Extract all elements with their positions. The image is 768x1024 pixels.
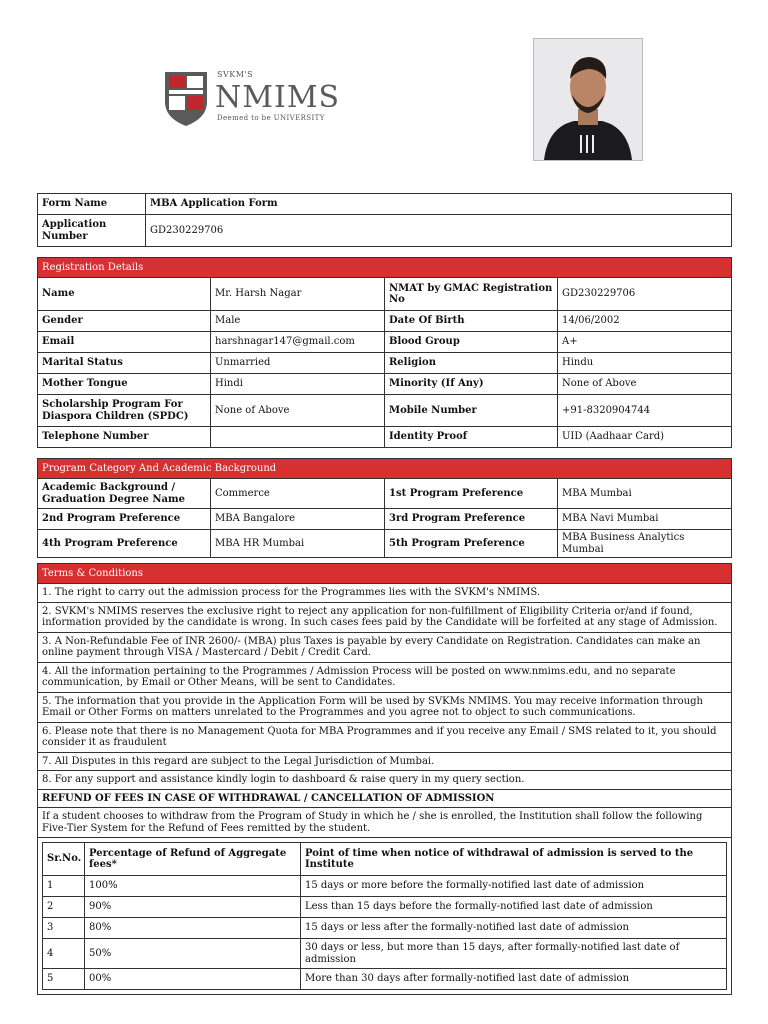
reg-value: Male <box>211 311 385 332</box>
program-label: 1st Program Preference <box>385 479 558 509</box>
reg-value: Mr. Harsh Nagar <box>211 278 385 311</box>
refund-cell: 30 days or less, but more than 15 days, after formally-notified last date of admission <box>301 939 727 969</box>
refund-cell: 90% <box>85 897 301 918</box>
refund-cell: 5 <box>43 969 85 990</box>
reg-value: harshnagar147@gmail.com <box>211 332 385 353</box>
refund-table <box>42 842 727 990</box>
reg-value: Hindu <box>558 353 732 374</box>
program-value: MBA HR Mumbai <box>211 530 385 558</box>
reg-value: GD230229706 <box>558 278 732 311</box>
reg-value: UID (Aadhaar Card) <box>558 427 732 448</box>
reg-value: +91-8320904744 <box>558 395 732 427</box>
application-number-label: Application Number <box>38 215 146 247</box>
registration-details-heading: Registration Details <box>38 258 732 278</box>
reg-value: 14/06/2002 <box>558 311 732 332</box>
registration-details-table <box>37 257 732 448</box>
terms-heading: Terms & Conditions <box>38 564 732 584</box>
reg-value <box>211 427 385 448</box>
program-label: Academic Background / Graduation Degree Name <box>38 479 211 509</box>
program-label: 2nd Program Preference <box>38 509 211 530</box>
reg-label: Identity Proof <box>385 427 558 448</box>
reg-value: None of Above <box>558 374 732 395</box>
refund-cell: 4 <box>43 939 85 969</box>
refund-cell: Less than 15 days before the formally-notified last date of admission <box>301 897 727 918</box>
logo-name: NMIMS <box>215 80 341 115</box>
terms-item: 4. All the information pertaining to the Programmes / Admission Process will be posted on www.nmims.edu, and no separate communication, by Email or Other Means, will be sent to Candidates. <box>38 662 732 692</box>
refund-cell: 15 days or more before the formally-notified last date of admission <box>301 876 727 897</box>
terms-item: 1. The right to carry out the admission process for the Programmes lies with the SVKM's NMIMS. <box>38 584 732 603</box>
program-label: 3rd Program Preference <box>385 509 558 530</box>
reg-label: NMAT by GMAC Registration No <box>385 278 558 311</box>
refund-cell: 15 days or less after the formally-notified last date of admission <box>301 918 727 939</box>
reg-label: Date Of Birth <box>385 311 558 332</box>
terms-item: 3. A Non-Refundable Fee of INR 2600/- (MBA) plus Taxes is payable by every Candidate on Registration. Candidates can make an online payment through VISA / Mastercard / Debit / Credit Card. <box>38 632 732 662</box>
reg-label: Minority (If Any) <box>385 374 558 395</box>
form-name-value: MBA Application Form <box>146 194 732 215</box>
reg-label: Scholarship Program For Diaspora Children (SPDC) <box>38 395 211 427</box>
refund-cell: 80% <box>85 918 301 939</box>
reg-label: Name <box>38 278 211 311</box>
program-category-heading: Program Category And Academic Background <box>38 459 732 479</box>
terms-table <box>37 563 732 995</box>
nmims-shield-icon <box>163 68 211 128</box>
program-value: MBA Business Analytics Mumbai <box>558 530 732 558</box>
reg-label: Gender <box>38 311 211 332</box>
reg-label: Mother Tongue <box>38 374 211 395</box>
terms-item: 8. For any support and assistance kindly login to dashboard & raise query in my query section. <box>38 771 732 790</box>
refund-cell: 50% <box>85 939 301 969</box>
refund-cell: 3 <box>43 918 85 939</box>
reg-label: Blood Group <box>385 332 558 353</box>
terms-item: 7. All Disputes in this regard are subject to the Legal Jurisdiction of Mumbai. <box>38 752 732 771</box>
program-value: MBA Bangalore <box>211 509 385 530</box>
refund-header: Sr.No. <box>43 843 85 876</box>
program-label: 4th Program Preference <box>38 530 211 558</box>
reg-label: Marital Status <box>38 353 211 374</box>
reg-value: None of Above <box>211 395 385 427</box>
application-number-value: GD230229706 <box>146 215 732 247</box>
program-value: Commerce <box>211 479 385 509</box>
refund-intro: If a student chooses to withdraw from the Program of Study in which he / she is enrolled, the Institution shall follow the following Five-Tier System for the Refund of Fees remitted by the student. <box>38 808 732 838</box>
program-label: 5th Program Preference <box>385 530 558 558</box>
refund-header: Point of time when notice of withdrawal of admission is served to the Institute <box>301 843 727 876</box>
refund-cell: More than 30 days after formally-notified last date of admission <box>301 969 727 990</box>
logo-top-text: SVKM'S <box>217 70 254 79</box>
reg-value: Unmarried <box>211 353 385 374</box>
refund-cell: 1 <box>43 876 85 897</box>
refund-header: Percentage of Refund of Aggregate fees* <box>85 843 301 876</box>
reg-label: Religion <box>385 353 558 374</box>
nmims-logo <box>163 68 341 128</box>
terms-item: 5. The information that you provide in the Application Form will be used by SVKMs NMIMS. You may receive information through Email or Other Forms on matters unrelated to the Programmes and you agree not to object to such communications. <box>38 692 732 722</box>
reg-label: Email <box>38 332 211 353</box>
refund-cell: 00% <box>85 969 301 990</box>
refund-heading: REFUND OF FEES IN CASE OF WITHDRAWAL / CANCELLATION OF ADMISSION <box>38 789 732 808</box>
refund-table-cell <box>38 838 732 995</box>
reg-value: Hindi <box>211 374 385 395</box>
reg-label: Mobile Number <box>385 395 558 427</box>
refund-cell: 100% <box>85 876 301 897</box>
terms-item: 6. Please note that there is no Management Quota for MBA Programmes and if you receive any Email / SMS related to it, you should consider it as fraudulent <box>38 722 732 752</box>
reg-value: A+ <box>558 332 732 353</box>
program-value: MBA Navi Mumbai <box>558 509 732 530</box>
form-name-label: Form Name <box>38 194 146 215</box>
logo-sub-text: Deemed to be UNIVERSITY <box>217 114 325 122</box>
form-info-table <box>37 193 732 247</box>
program-category-table <box>37 458 732 558</box>
reg-label: Telephone Number <box>38 427 211 448</box>
refund-cell: 2 <box>43 897 85 918</box>
applicant-photo <box>533 38 643 161</box>
terms-item: 2. SVKM's NMIMS reserves the exclusive right to reject any application for non-fulfillment of Eligibility Criteria or/and if found, information provided by the candidate is wrong. In such cases fees paid by the Candidate will be forfeited at any stage of Admission. <box>38 602 732 632</box>
program-value: MBA Mumbai <box>558 479 732 509</box>
